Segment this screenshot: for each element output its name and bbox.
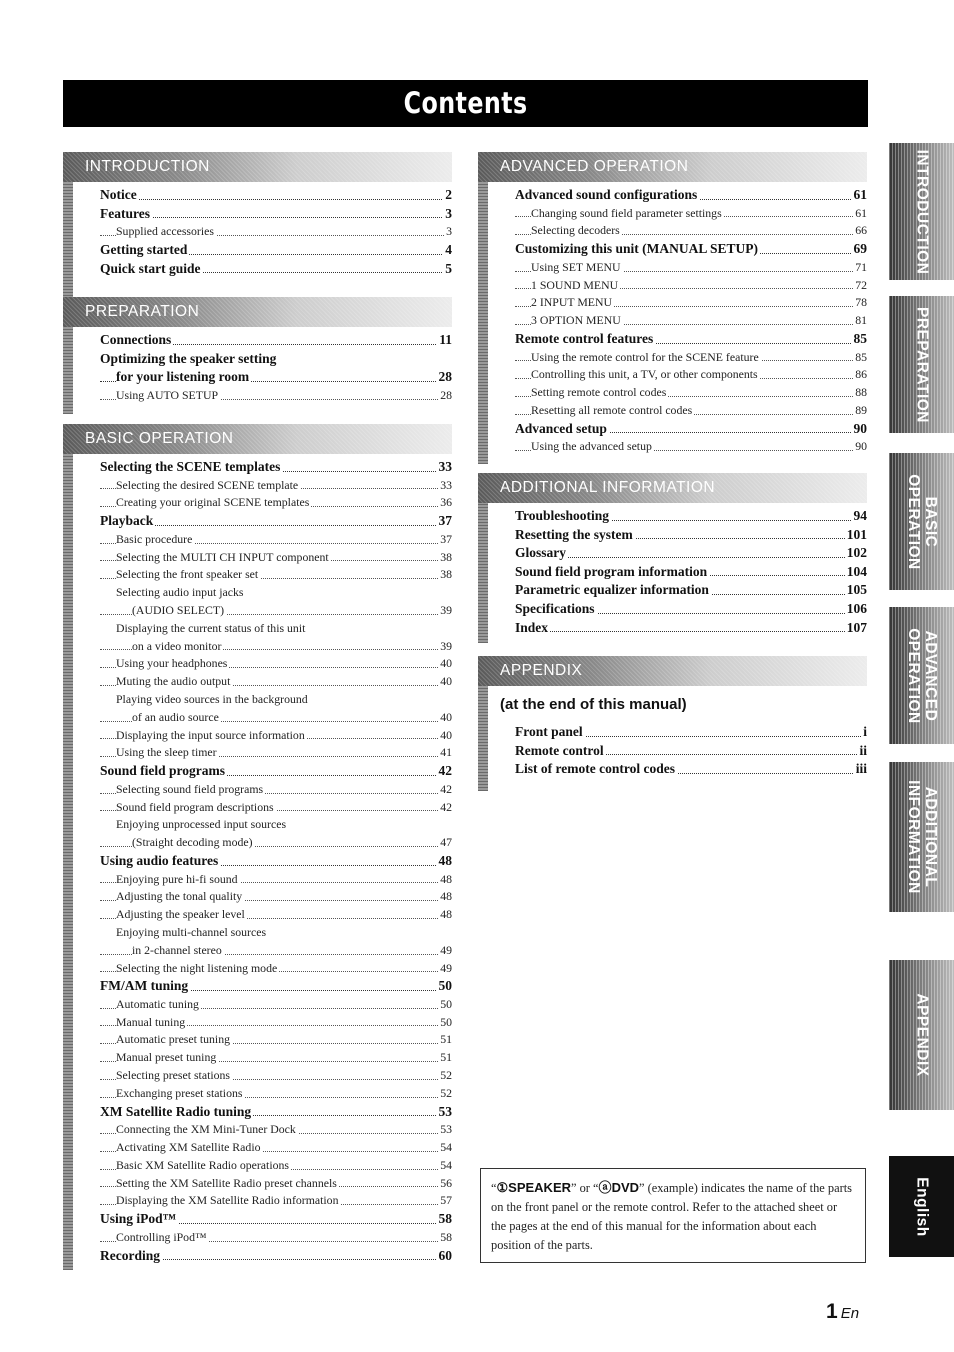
toc-entry-title: Displaying the input source information xyxy=(116,727,305,742)
toc-entry-page: 40 xyxy=(438,673,452,691)
toc-entry-page: 41 xyxy=(438,744,452,762)
toc-entry-title: Controlling iPod™ xyxy=(116,1229,207,1244)
toc-entry-page: 39 xyxy=(438,602,452,620)
toc-entry-page: 90 xyxy=(853,438,867,456)
toc-entry xyxy=(100,1210,452,1229)
toc-entry-page: 28 xyxy=(437,368,453,387)
toc-entry xyxy=(515,402,867,420)
toc-entry-title: 1 SOUND MENU xyxy=(531,277,619,292)
leader-dots xyxy=(100,199,452,200)
toc-entry-title: Features xyxy=(100,205,150,221)
toc-entry xyxy=(515,222,867,240)
toc-entry-title: (AUDIO SELECT) xyxy=(132,602,225,617)
section-bar xyxy=(478,686,488,791)
toc-entry-title: Muting the audio output xyxy=(116,674,231,689)
toc-entry xyxy=(100,1139,452,1157)
toc-entry xyxy=(100,1157,452,1175)
toc-entry-title: Optimizing the speaker setting xyxy=(100,350,277,366)
toc-entry-page: 85 xyxy=(853,349,867,367)
toc-entry-title: Selecting audio input jacks xyxy=(116,585,244,600)
toc-entry-page: 54 xyxy=(438,1139,452,1157)
toc-entry-page: 52 xyxy=(438,1085,452,1103)
toc-entry xyxy=(100,531,452,549)
toc-entry xyxy=(100,205,452,224)
toc-entry-title: Manual tuning xyxy=(116,1014,186,1029)
toc-entry-page: 50 xyxy=(438,996,452,1014)
toc-entry-title: Creating your original SCENE templates xyxy=(116,495,310,510)
toc-entry xyxy=(100,1014,452,1032)
toc-advanced-operation xyxy=(478,182,867,456)
toc-entry-page: 48 xyxy=(438,871,452,889)
toc-entry-title: Connections xyxy=(100,332,172,347)
section-additional-information xyxy=(478,473,867,643)
toc-entry-page: 102 xyxy=(845,544,867,563)
toc-entry xyxy=(100,350,452,369)
toc-entry-title: Playing video sources in the background xyxy=(116,691,308,706)
toc-entry xyxy=(100,924,452,942)
toc-entry-title: Enjoying pure hi-fi sound xyxy=(116,871,238,886)
tab-advanced-operation[interactable] xyxy=(889,607,954,744)
toc-entry xyxy=(515,742,867,761)
toc-entry-page: 5 xyxy=(443,260,452,279)
note-box xyxy=(480,1168,866,1263)
toc-entry-title: Selecting the night listening mode xyxy=(116,960,278,975)
toc-entry-page: 51 xyxy=(438,1031,452,1049)
section-bar xyxy=(63,454,73,1270)
toc-entry xyxy=(100,762,452,781)
tab-english[interactable] xyxy=(889,1156,954,1257)
toc-entry-title: for your listening room xyxy=(116,369,250,385)
toc-entry-title: Enjoying unprocessed input sources xyxy=(116,817,287,832)
toc-entry-title: Selecting sound field programs xyxy=(116,781,264,796)
toc-entry xyxy=(100,1192,452,1210)
toc-entry-title: Activating XM Satellite Radio xyxy=(116,1140,261,1155)
toc-entry xyxy=(100,1229,452,1247)
toc-entry-page: 90 xyxy=(852,420,868,439)
toc-entry-title: Sound field program information xyxy=(515,563,708,579)
toc-entry xyxy=(100,458,452,477)
tab-label: ADDITIONAL INFORMATION xyxy=(904,780,939,894)
toc-entry-page: 33 xyxy=(438,477,452,495)
dvd-example: DVD xyxy=(611,1180,640,1195)
toc-entry-title: Playback xyxy=(100,513,154,529)
toc-entry xyxy=(100,223,452,241)
toc-entry xyxy=(515,205,867,223)
tab-label: ADVANCED OPERATION xyxy=(904,627,939,724)
toc-entry-title: of an audio source xyxy=(132,709,219,724)
page-number-value: 1 xyxy=(826,1300,838,1323)
toc-entry-page: 40 xyxy=(438,709,452,727)
toc-entry xyxy=(100,996,452,1014)
toc-appendix xyxy=(478,723,867,779)
section-advanced-operation xyxy=(478,152,867,464)
toc-entry xyxy=(515,349,867,367)
toc-entry-page: 61 xyxy=(853,205,867,223)
section-basic-operation xyxy=(63,424,452,1270)
toc-entry-title: Exchanging preset stations xyxy=(116,1085,243,1100)
toc-entry-title: Sound field program descriptions xyxy=(116,799,274,814)
toc-entry xyxy=(100,331,452,350)
toc-entry-page: 57 xyxy=(438,1192,452,1210)
toc-entry xyxy=(100,477,452,495)
toc-entry-title: Parametric equalizer information xyxy=(515,582,709,598)
toc-entry-title: Resetting all remote control codes xyxy=(531,402,693,417)
toc-entry-page: 53 xyxy=(438,1121,452,1139)
tab-appendix[interactable] xyxy=(889,960,954,1110)
toc-entry-title: Supplied accessories xyxy=(116,224,214,239)
toc-entry-page: 49 xyxy=(438,942,452,960)
toc-entry-title: Advanced setup xyxy=(515,420,607,436)
toc-entry-title: Glossary xyxy=(515,545,567,561)
toc-entry xyxy=(515,186,867,205)
toc-entry-page: 42 xyxy=(438,799,452,817)
toc-entry-title: Setting the XM Satellite Radio preset channels xyxy=(116,1175,337,1190)
toc-entry xyxy=(100,241,452,260)
toc-entry xyxy=(100,638,452,656)
toc-entry xyxy=(515,760,867,779)
toc-additional-information xyxy=(478,503,867,637)
note-text: ” or “ xyxy=(571,1181,599,1195)
toc-entry xyxy=(100,1031,452,1049)
toc-entry-page: 88 xyxy=(853,384,867,402)
toc-entry-page: 53 xyxy=(437,1103,453,1122)
toc-entry-title: Selecting the SCENE templates xyxy=(100,459,281,474)
section-header-appendix: APPENDIX xyxy=(478,656,867,686)
toc-entry-page: 60 xyxy=(437,1247,453,1266)
toc-entry xyxy=(100,260,452,279)
toc-entry xyxy=(100,549,452,567)
toc-entry-page: 81 xyxy=(853,312,867,330)
toc-entry xyxy=(100,387,452,405)
toc-entry xyxy=(100,1049,452,1067)
toc-entry-title: XM Satellite Radio tuning xyxy=(100,1103,252,1119)
toc-entry-title: Controlling this unit, a TV, or other components xyxy=(531,367,758,382)
toc-entry-title: List of remote control codes xyxy=(515,761,675,777)
toc-entry xyxy=(100,960,452,978)
toc-entry xyxy=(100,942,452,960)
toc-entry-page: 11 xyxy=(437,331,452,350)
toc-entry-title: Using audio features xyxy=(100,852,219,868)
toc-entry-title: Using SET MENU xyxy=(531,259,621,274)
section-header-additional-information: ADDITIONAL INFORMATION xyxy=(478,473,867,503)
toc-entry xyxy=(515,294,867,312)
toc-entry xyxy=(515,277,867,295)
toc-entry-page: 56 xyxy=(438,1175,452,1193)
toc-entry-title: (Straight decoding mode) xyxy=(132,835,253,850)
toc-entry-title: Selecting decoders xyxy=(531,223,620,238)
tab-label: INTRODUCTION xyxy=(913,149,930,274)
toc-entry-page: 86 xyxy=(853,366,867,384)
toc-entry-page: 94 xyxy=(852,507,868,526)
toc-entry-title: Using the remote control for the SCENE feature xyxy=(531,349,759,364)
toc-entry-page: 36 xyxy=(438,494,452,512)
toc-entry xyxy=(515,581,867,600)
section-bar xyxy=(63,327,73,414)
toc-entry-title: Using AUTO SETUP xyxy=(116,387,219,402)
toc-entry-page: 42 xyxy=(438,781,452,799)
tab-basic-operation[interactable] xyxy=(889,453,954,590)
toc-entry-page: 66 xyxy=(853,222,867,240)
toc-entry-title: 2 INPUT MENU xyxy=(531,295,613,310)
toc-entry-title: Sound field programs xyxy=(100,763,226,779)
toc-entry-page: 105 xyxy=(845,581,867,600)
toc-entry xyxy=(100,709,452,727)
toc-entry-page: 72 xyxy=(853,277,867,295)
toc-entry-title: Remote control features xyxy=(515,330,654,346)
toc-entry-title: in 2-channel stereo xyxy=(132,942,222,957)
tab-label: BASIC OPERATION xyxy=(904,473,939,570)
toc-entry-title: Recording xyxy=(100,1247,160,1263)
toc-entry xyxy=(515,526,867,545)
tab-additional-information[interactable] xyxy=(889,762,954,912)
toc-entry xyxy=(515,619,867,638)
page-title: Contents xyxy=(403,86,528,120)
toc-entry-page: 40 xyxy=(438,655,452,673)
toc-entry-page: 49 xyxy=(438,960,452,978)
toc-entry-title: Specifications xyxy=(515,600,595,616)
toc-entry-title: Customizing this unit (MANUAL SETUP) xyxy=(515,241,759,257)
toc-entry xyxy=(515,366,867,384)
toc-entry-page: 58 xyxy=(438,1229,452,1247)
toc-entry xyxy=(100,512,452,531)
toc-entry-title: Resetting the system xyxy=(515,526,633,542)
toc-entry-title: Manual preset tuning xyxy=(116,1050,217,1065)
toc-entry-page: 50 xyxy=(438,1014,452,1032)
note-text: ” (example) indicates the name of the parts on the front panel or the remote control. Refer to the attached sheet or the pages at the end of this manual for the information about each position of the parts. xyxy=(491,1181,852,1252)
toc-entry xyxy=(515,507,867,526)
toc-entry xyxy=(515,723,867,742)
toc-entry xyxy=(100,871,452,889)
toc-entry-title: Advanced sound configurations xyxy=(515,187,698,202)
toc-entry-page: i xyxy=(861,723,867,742)
toc-entry-title: Automatic preset tuning xyxy=(116,1032,231,1047)
toc-entry-page: 52 xyxy=(438,1067,452,1085)
toc-entry xyxy=(100,1247,452,1266)
toc-entry-title: Setting remote control codes xyxy=(531,385,667,400)
toc-entry xyxy=(515,563,867,582)
toc-entry-title: Selecting preset stations xyxy=(116,1068,231,1083)
toc-entry-title: Connecting the XM Mini-Tuner Dock xyxy=(116,1122,296,1137)
toc-entry xyxy=(100,852,452,871)
toc-entry-title: FM/AM tuning xyxy=(100,978,189,994)
toc-entry xyxy=(100,691,452,709)
toc-entry-page: 101 xyxy=(845,526,867,545)
toc-entry xyxy=(515,438,867,456)
section-bar xyxy=(478,182,488,464)
toc-entry xyxy=(100,906,452,924)
toc-entry-page: 3 xyxy=(444,223,452,241)
toc-entry xyxy=(100,744,452,762)
toc-entry xyxy=(100,1103,452,1122)
toc-entry xyxy=(515,330,867,349)
toc-entry-title: Enjoying multi-channel sources xyxy=(116,924,267,939)
toc-entry-page: 42 xyxy=(437,762,453,781)
toc-entry-page: iii xyxy=(854,760,867,779)
toc-entry-title: Adjusting the tonal quality xyxy=(116,889,243,904)
toc-entry-page: 48 xyxy=(438,888,452,906)
toc-entry xyxy=(515,600,867,619)
toc-entry xyxy=(100,727,452,745)
toc-preparation xyxy=(63,327,452,405)
toc-entry xyxy=(100,816,452,834)
toc-entry-title: Using the advanced setup xyxy=(531,439,652,454)
toc-entry xyxy=(100,888,452,906)
section-header-advanced-operation: ADVANCED OPERATION xyxy=(478,152,867,182)
toc-entry-page: 50 xyxy=(437,977,453,996)
toc-entry-page: 33 xyxy=(437,458,453,477)
tab-preparation[interactable] xyxy=(889,296,954,433)
appendix-note: (at the end of this manual) xyxy=(500,696,687,713)
section-bar xyxy=(63,182,73,314)
toc-entry-page: 89 xyxy=(853,402,867,420)
toc-entry xyxy=(100,186,452,205)
dvd-symbol: ⓐ xyxy=(598,1180,612,1195)
toc-entry-title: Getting started xyxy=(100,241,188,257)
toc-entry-page: 40 xyxy=(438,727,452,745)
toc-entry-page: 4 xyxy=(443,241,452,260)
toc-entry xyxy=(100,799,452,817)
toc-entry xyxy=(515,420,867,439)
toc-entry xyxy=(100,673,452,691)
toc-entry xyxy=(100,1175,452,1193)
tab-label: PREPARATION xyxy=(913,306,930,423)
toc-entry-title: Notice xyxy=(100,187,137,202)
section-preparation xyxy=(63,297,452,414)
section-header-basic-operation: BASIC OPERATION xyxy=(63,424,452,454)
toc-entry-page: 54 xyxy=(438,1157,452,1175)
toc-entry-title: on a video monitor xyxy=(132,638,222,653)
note-text: “ xyxy=(491,1181,497,1195)
tab-label: APPENDIX xyxy=(913,993,930,1077)
toc-entry-title: Adjusting the speaker level xyxy=(116,907,245,922)
toc-entry-page: 85 xyxy=(852,330,868,349)
toc-entry xyxy=(100,566,452,584)
toc-entry-page: 69 xyxy=(852,240,868,259)
toc-entry xyxy=(515,240,867,259)
toc-entry-title: Index xyxy=(515,619,549,635)
toc-entry-page: 58 xyxy=(437,1210,453,1229)
toc-entry-title: Changing sound field parameter settings xyxy=(531,205,722,220)
section-header-preparation: PREPARATION xyxy=(63,297,452,327)
toc-entry-page: 28 xyxy=(438,387,452,405)
toc-entry xyxy=(100,584,452,602)
toc-entry-page: 106 xyxy=(845,600,867,619)
toc-entry-page: 39 xyxy=(438,638,452,656)
toc-entry-page: 107 xyxy=(845,619,867,638)
toc-entry-page: 37 xyxy=(438,531,452,549)
toc-entry-title: Automatic tuning xyxy=(116,996,199,1011)
tab-introduction[interactable] xyxy=(889,143,954,280)
toc-entry-title: Front panel xyxy=(515,724,583,739)
toc-entry-page: 51 xyxy=(438,1049,452,1067)
toc-entry-title: Using your headphones xyxy=(116,656,228,671)
toc-entry xyxy=(100,655,452,673)
toc-entry-title: Quick start guide xyxy=(100,260,201,276)
toc-entry xyxy=(515,259,867,277)
toc-entry-title: Using the sleep timer xyxy=(116,745,217,760)
toc-entry xyxy=(100,368,452,387)
toc-entry xyxy=(100,977,452,996)
toc-entry xyxy=(100,1067,452,1085)
toc-entry-title: Remote control xyxy=(515,742,604,758)
toc-entry-title: Using iPod™ xyxy=(100,1211,177,1227)
toc-entry-page: 38 xyxy=(438,549,452,567)
toc-entry-title: 3 OPTION MENU xyxy=(531,313,621,328)
toc-entry-title: Selecting the desired SCENE template xyxy=(116,477,299,492)
toc-entry-page: ii xyxy=(857,742,867,761)
toc-entry xyxy=(515,384,867,402)
toc-entry xyxy=(100,1121,452,1139)
tab-label: English xyxy=(913,1176,930,1237)
contents-banner xyxy=(63,80,868,127)
speaker-symbol: ① xyxy=(496,1180,509,1195)
toc-entry-page: 78 xyxy=(853,294,867,312)
section-bar xyxy=(478,503,488,643)
toc-entry-title: Displaying the XM Satellite Radio information xyxy=(116,1193,339,1208)
toc-entry xyxy=(100,602,452,620)
toc-entry xyxy=(515,544,867,563)
toc-entry-page: 71 xyxy=(853,259,867,277)
section-introduction xyxy=(63,152,452,314)
toc-entry xyxy=(515,312,867,330)
toc-basic-operation xyxy=(63,454,452,1265)
section-appendix xyxy=(478,656,867,791)
toc-entry xyxy=(100,1085,452,1103)
page-number xyxy=(826,1300,859,1324)
page-lang: En xyxy=(840,1305,860,1322)
toc-introduction xyxy=(63,182,452,278)
toc-entry-page: 38 xyxy=(438,566,452,584)
toc-entry-title: Troubleshooting xyxy=(515,508,610,523)
speaker-example: SPEAKER xyxy=(508,1180,572,1195)
leader-dots xyxy=(100,217,452,218)
toc-entry xyxy=(100,781,452,799)
toc-entry-page: 47 xyxy=(438,834,452,852)
toc-entry-title: Selecting the MULTI CH INPUT component xyxy=(116,549,329,564)
toc-entry-page: 48 xyxy=(438,906,452,924)
toc-entry-page: 2 xyxy=(443,186,452,205)
toc-entry xyxy=(100,620,452,638)
toc-entry xyxy=(100,834,452,852)
toc-entry-page: 48 xyxy=(437,852,453,871)
toc-entry-title: Basic XM Satellite Radio operations xyxy=(116,1157,289,1172)
toc-entry-title: Displaying the current status of this unit xyxy=(116,620,306,635)
section-header-introduction: INTRODUCTION xyxy=(63,152,452,182)
toc-entry-title: Basic procedure xyxy=(116,531,193,546)
toc-entry-page: 3 xyxy=(443,205,452,224)
toc-entry-page: 37 xyxy=(437,512,453,531)
toc-entry xyxy=(100,494,452,512)
toc-entry-page: 104 xyxy=(845,563,867,582)
toc-entry-title: Selecting the front speaker set xyxy=(116,567,259,582)
leader-dots xyxy=(515,631,867,632)
toc-entry-page: 61 xyxy=(852,186,868,205)
